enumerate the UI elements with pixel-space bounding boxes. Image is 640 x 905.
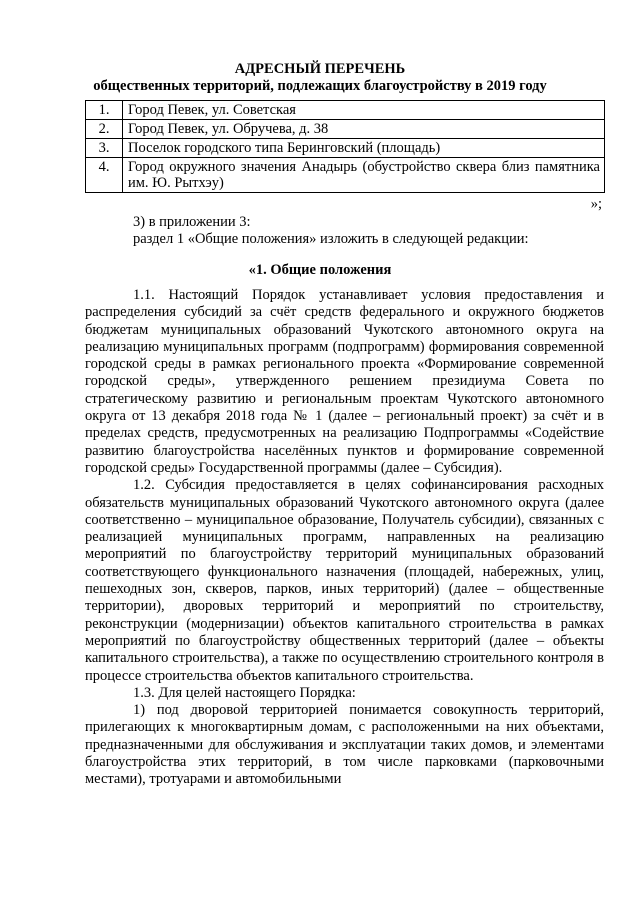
paragraph-1-3: 1.3. Для целей настоящего Порядка:	[133, 684, 356, 701]
paragraph-1-2: 1.2. Субсидия предоставляется в целях софинансирования расходных обязательств муниципальных образований Чукотского автономного округа (далее соответственно – муниципальное образование, Получатель субсидии), связанных с реализацией муниципальных программ, направленных на реализацию мероприятий по благоустройству территорий муниципальных образований соответствующего функционального назначения (площадей, набережных, улиц, пешеходных зон, скверов, парков, иных территорий) (далее – общественные территории), дворовых территорий и мероприятий по строительству, реконструкции (модернизации) объектов капитального строительства в рамках мероприятий по благоустройству общественных территорий (далее – объекты капитального строительства), а также по осуществлению строительного контроля в процессе строительства объектов капитального строительства.	[85, 477, 604, 684]
body-text	[85, 287, 604, 789]
row-address: Город Певек, ул. Советская	[123, 101, 605, 120]
table-row	[86, 158, 605, 193]
row-number: 4.	[86, 158, 123, 193]
row-number: 2.	[86, 120, 123, 139]
amendment-line-2: раздел 1 «Общие положения» изложить в следующей редакции:	[133, 231, 529, 247]
document-title: АДРЕСНЫЙ ПЕРЕЧЕНЬ	[234, 61, 406, 77]
section-title: «1. Общие положения	[248, 262, 392, 278]
row-address: Город окружного значения Анадырь (обустройство сквера близ памятника им. Ю. Рытхэу)	[123, 158, 605, 193]
table-row	[86, 139, 605, 158]
row-number: 1.	[86, 101, 123, 120]
closing-quote-mark: »;	[590, 196, 602, 212]
row-number: 3.	[86, 139, 123, 158]
paragraph-definition-1: 1) под дворовой территорией понимается совокупность территорий, прилегающих к многоквартирным домам, с расположенными на них объектами, предназначенными для обслуживания и эксплуатации таких домов, и элементами благоустройства этих территорий, в том числе парковками (парковочными местами), тротуарами и автомобильными	[85, 702, 604, 788]
table-row	[86, 101, 605, 120]
row-address: Город Певек, ул. Обручева, д. 38	[123, 120, 605, 139]
document-subtitle: общественных территорий, подлежащих благоустройству в 2019 году	[93, 78, 547, 94]
amendment-line-1: 3) в приложении 3:	[133, 214, 251, 230]
row-address: Поселок городского типа Беринговский (площадь)	[123, 139, 605, 158]
paragraph-1-1: 1.1. Настоящий Порядок устанавливает условия предоставления и распределения субсидий за счёт средств федерального и окружного бюджетов бюджетам муниципальных образований Чукотского автономного округа на реализацию муниципальных программ (подпрограмм) формирования современной городской среды в рамках регионального проекта «Формирование современной городской среды», утвержденного решением президиума Совета по стратегическому развитию и региональным проектам Чукотского автономного округа от 13 декабря 2018 года № 1 (далее – региональный проект) за счёт и в пределах средств, предусмотренных на реализацию Подпрограммы «Содействие развитию благоустройства населённых пунктов и формирование современной городской среды» Государственной программы (далее – Субсидия).	[85, 287, 604, 476]
table-row	[86, 120, 605, 139]
address-table	[85, 100, 605, 193]
